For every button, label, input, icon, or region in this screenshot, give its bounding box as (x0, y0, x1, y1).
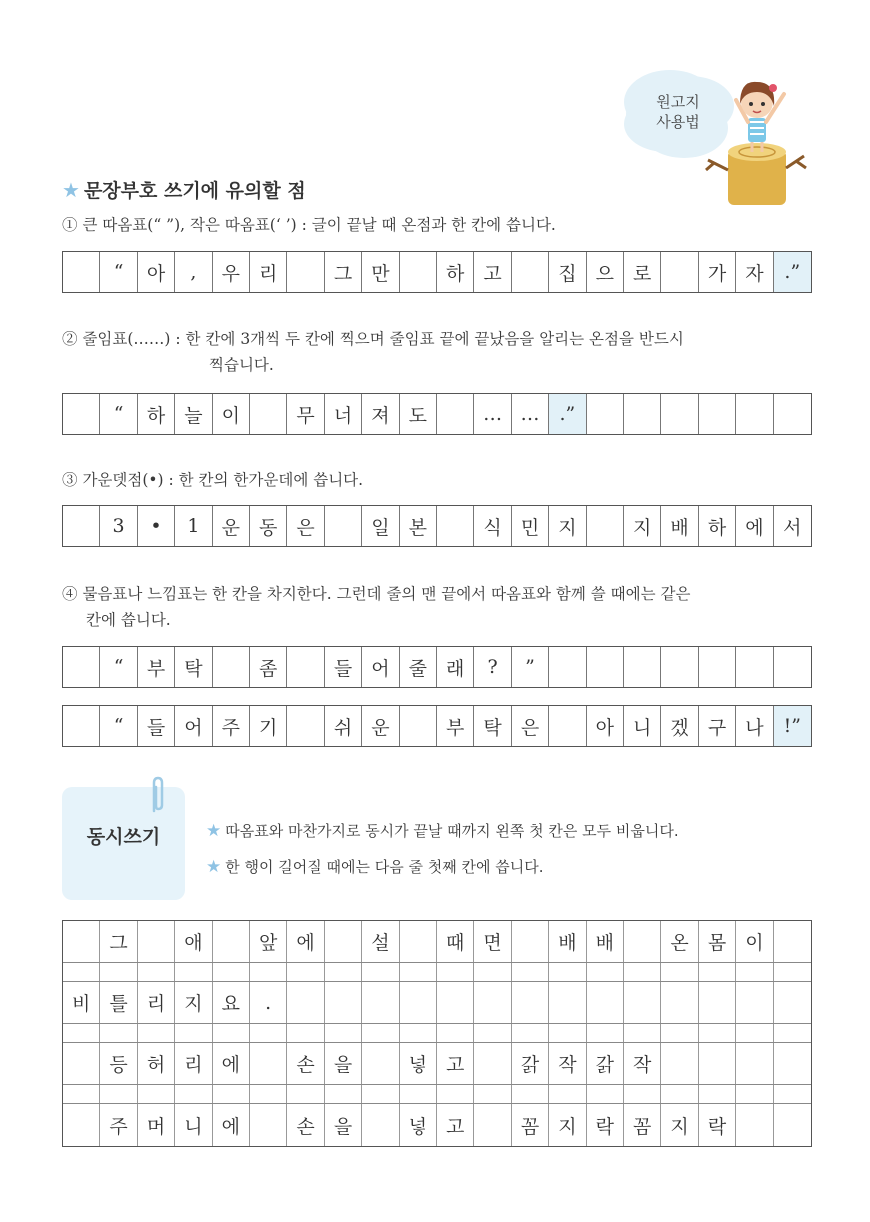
manuscript-grid-4 (62, 646, 812, 688)
grid-cell: 앞 (250, 921, 287, 962)
grid-cell: 본 (400, 506, 437, 546)
grid-cell (774, 1104, 811, 1146)
grid-cell (624, 394, 661, 434)
section-heading (62, 176, 306, 203)
section-heading-text: 문장부호 쓰기에 유의할 점 (83, 180, 306, 202)
grid-cell: 기 (250, 706, 287, 746)
grid-cell: 하 (437, 252, 474, 292)
grid-cell (287, 647, 324, 687)
grid-cell: 하 (138, 394, 175, 434)
grid-cell (287, 706, 324, 746)
grid-cell: 에 (736, 506, 773, 546)
grid-cell (624, 1024, 661, 1042)
grid-cell (624, 921, 661, 962)
grid-cell: 자 (736, 252, 773, 292)
grid-cell: 이 (213, 394, 250, 434)
grid-cell: 지 (624, 506, 661, 546)
grid-cell: 리 (138, 982, 175, 1023)
grid-cell: 틀 (100, 982, 137, 1023)
rule-4-continued: 칸에 씁니다. (86, 611, 171, 629)
grid-cell: . (250, 982, 287, 1023)
grid-cell (699, 1024, 736, 1042)
grid-cell (250, 394, 287, 434)
grid-cell (512, 252, 549, 292)
grid-cell (587, 1085, 624, 1103)
grid-cell (512, 1085, 549, 1103)
grid-cell: 어 (175, 706, 212, 746)
grid-cell (138, 1024, 175, 1042)
grid-cell (100, 1024, 137, 1042)
grid-cell: “ (100, 394, 137, 434)
grid-cell: 좀 (250, 647, 287, 687)
grid-cell: 등 (100, 1043, 137, 1084)
grid-cell: 너 (325, 394, 362, 434)
grid-cell (512, 963, 549, 981)
grid-cell: 배 (587, 921, 624, 962)
grid-cell: 에 (213, 1104, 250, 1146)
grid-cell (661, 982, 698, 1023)
poem-note-text: 한 행이 길어질 때에는 다음 줄 첫째 칸에 씁니다. (225, 858, 544, 876)
manuscript-grid-1 (62, 251, 812, 293)
grid-cell (736, 1024, 773, 1042)
poem-spacer-row (63, 1024, 811, 1043)
grid-cell (362, 1043, 399, 1084)
grid-cell: 작 (549, 1043, 586, 1084)
grid-cell (325, 506, 362, 546)
grid-cell: 허 (138, 1043, 175, 1084)
grid-cell: 리 (250, 252, 287, 292)
grid-cell: 배 (661, 506, 698, 546)
grid-cell: 꼼 (624, 1104, 661, 1146)
grid-cell (774, 963, 811, 981)
grid-cell (213, 647, 250, 687)
grid-cell: 손 (287, 1043, 324, 1084)
grid-cell: 부 (437, 706, 474, 746)
grid-cell (138, 921, 175, 962)
grid-cell (437, 506, 474, 546)
grid-cell (624, 982, 661, 1023)
grid-cell: 온 (661, 921, 698, 962)
grid-cell: 3 (100, 506, 137, 546)
grid-cell: … (474, 394, 511, 434)
rule-1 (62, 212, 556, 238)
rule-4 (62, 581, 822, 607)
grid-cell: 은 (287, 506, 324, 546)
grid-cell (250, 1085, 287, 1103)
grid-cell: , (175, 252, 212, 292)
grid-cell: 락 (699, 1104, 736, 1146)
grid-cell (774, 647, 811, 687)
grid-cell: 겠 (661, 706, 698, 746)
grid-cell (699, 982, 736, 1023)
rule-text: 줄임표(……) : 한 칸에 3개씩 두 칸에 찍으며 줄임표 끝에 끝났음을 알리는 온점을 반드시 (82, 330, 684, 348)
grid-cell: 머 (138, 1104, 175, 1146)
rule-text: 큰 따옴표(“ ”), 작은 따옴표(‘ ’) : 글이 끝날 때 온점과 한 칸에 씁니다. (82, 216, 556, 234)
grid-cell (699, 1085, 736, 1103)
rule-text: 물음표나 느낌표는 한 칸을 차지한다. 그런데 줄의 맨 끝에서 따옴표와 함께 쓸 때에는 같은 (82, 585, 691, 603)
poem-row (63, 1043, 811, 1085)
rule-2-continued: 찍습니다. (209, 356, 274, 374)
grid-cell: 탁 (175, 647, 212, 687)
grid-cell: 1 (175, 506, 212, 546)
poem-row (63, 982, 811, 1024)
grid-cell (774, 982, 811, 1023)
grid-cell: ” (512, 647, 549, 687)
grid-cell (63, 1024, 100, 1042)
poem-note-2 (206, 856, 543, 877)
grid-cell (287, 1085, 324, 1103)
grid-cell (287, 252, 324, 292)
rule-3 (62, 467, 363, 493)
poem-spacer-row (63, 963, 811, 982)
grid-cell (736, 1085, 773, 1103)
grid-cell: 아 (138, 252, 175, 292)
grid-cell: 넣 (400, 1104, 437, 1146)
grid-cell (549, 963, 586, 981)
grid-cell (661, 1085, 698, 1103)
grid-cell: “ (100, 706, 137, 746)
grid-cell (549, 706, 586, 746)
grid-cell (63, 506, 100, 546)
star-icon: ★ (206, 857, 222, 877)
grid-cell: 니 (624, 706, 661, 746)
grid-cell (474, 1024, 511, 1042)
grid-cell: 나 (736, 706, 773, 746)
grid-cell (512, 921, 549, 962)
grid-cell (213, 1024, 250, 1042)
grid-cell (699, 647, 736, 687)
grid-cell (138, 963, 175, 981)
grid-cell (325, 921, 362, 962)
grid-cell (175, 1085, 212, 1103)
grid-cell (774, 1085, 811, 1103)
grid-cell: 구 (699, 706, 736, 746)
grid-cell (362, 982, 399, 1023)
grid-cell: 배 (549, 921, 586, 962)
grid-cell (100, 1085, 137, 1103)
grid-cell: 동 (250, 506, 287, 546)
poem-label: 동시쓰기 (86, 826, 161, 848)
manuscript-grid-5 (62, 705, 812, 747)
grid-cell (587, 506, 624, 546)
grid-cell: … (512, 394, 549, 434)
grid-cell (512, 982, 549, 1023)
grid-cell: 때 (437, 921, 474, 962)
poem-note-text: 따옴표와 마찬가지로 동시가 끝날 때까지 왼쪽 첫 칸은 모두 비웁니다. (225, 822, 679, 840)
grid-cell (437, 1085, 474, 1103)
grid-cell: 손 (287, 1104, 324, 1146)
grid-cell: 운 (362, 706, 399, 746)
grid-cell: 꼼 (512, 1104, 549, 1146)
rule-number: ① (62, 216, 78, 234)
grid-cell: 지 (661, 1104, 698, 1146)
grid-cell (362, 1104, 399, 1146)
grid-cell: 고 (474, 252, 511, 292)
grid-cell (587, 1024, 624, 1042)
grid-cell: 우 (213, 252, 250, 292)
grid-cell: 갉 (512, 1043, 549, 1084)
star-icon: ★ (62, 178, 80, 202)
grid-cell (325, 982, 362, 1023)
poem-row (63, 921, 811, 963)
grid-cell (549, 1024, 586, 1042)
grid-cell (736, 963, 773, 981)
grid-cell (661, 1043, 698, 1084)
grid-cell: 부 (138, 647, 175, 687)
grid-cell: ? (474, 647, 511, 687)
grid-cell: • (138, 506, 175, 546)
grid-cell: 에 (287, 921, 324, 962)
grid-cell (661, 394, 698, 434)
poem-manuscript-grid (62, 920, 812, 1147)
grid-cell (512, 1024, 549, 1042)
grid-cell (287, 982, 324, 1023)
grid-cell (437, 963, 474, 981)
grid-cell: 몸 (699, 921, 736, 962)
rule-number: ④ (62, 585, 78, 603)
grid-cell: 어 (362, 647, 399, 687)
grid-cell (437, 982, 474, 1023)
grid-cell: 늘 (175, 394, 212, 434)
grid-cell (400, 963, 437, 981)
grid-cell: 주 (100, 1104, 137, 1146)
grid-cell (474, 1085, 511, 1103)
bubble-line-1: 원고지 (656, 93, 700, 111)
grid-cell: 은 (512, 706, 549, 746)
grid-cell: 리 (175, 1043, 212, 1084)
grid-cell (250, 963, 287, 981)
grid-cell (549, 647, 586, 687)
grid-cell (213, 921, 250, 962)
grid-cell: 비 (63, 982, 100, 1023)
grid-cell (63, 1104, 100, 1146)
grid-cell-highlight: .” (549, 394, 586, 434)
grid-cell (175, 963, 212, 981)
grid-cell (587, 647, 624, 687)
grid-cell: 민 (512, 506, 549, 546)
grid-cell (400, 252, 437, 292)
grid-cell (400, 1085, 437, 1103)
grid-cell: 그 (100, 921, 137, 962)
poem-note-1 (206, 820, 679, 841)
grid-cell: 쉬 (325, 706, 362, 746)
grid-cell: 지 (549, 1104, 586, 1146)
grid-cell: 요 (213, 982, 250, 1023)
grid-cell: 락 (587, 1104, 624, 1146)
grid-cell (100, 963, 137, 981)
grid-cell: 면 (474, 921, 511, 962)
grid-cell (736, 1043, 773, 1084)
grid-cell (63, 1085, 100, 1103)
grid-cell (549, 1085, 586, 1103)
grid-cell (699, 1043, 736, 1084)
grid-cell (587, 963, 624, 981)
grid-cell (474, 982, 511, 1023)
grid-cell: 작 (624, 1043, 661, 1084)
grid-cell: 줄 (400, 647, 437, 687)
grid-cell: 일 (362, 506, 399, 546)
grid-cell: “ (100, 252, 137, 292)
grid-cell (63, 252, 100, 292)
manuscript-grid-2 (62, 393, 812, 435)
grid-cell (325, 1085, 362, 1103)
grid-cell (400, 921, 437, 962)
grid-cell (362, 1024, 399, 1042)
grid-cell: 가 (699, 252, 736, 292)
paperclip-icon (146, 775, 170, 815)
grid-cell (774, 1043, 811, 1084)
grid-cell (437, 394, 474, 434)
grid-cell-highlight: .” (774, 252, 811, 292)
grid-cell (736, 982, 773, 1023)
grid-cell (250, 1043, 287, 1084)
grid-cell: 갉 (587, 1043, 624, 1084)
grid-cell: 고 (437, 1043, 474, 1084)
grid-cell (699, 963, 736, 981)
grid-cell (63, 647, 100, 687)
grid-cell: 하 (699, 506, 736, 546)
grid-cell (63, 963, 100, 981)
grid-cell: 고 (437, 1104, 474, 1146)
grid-cell: 집 (549, 252, 586, 292)
grid-cell: 들 (325, 647, 362, 687)
grid-cell (661, 252, 698, 292)
grid-cell (774, 921, 811, 962)
grid-cell: 애 (175, 921, 212, 962)
grid-cell: 지 (549, 506, 586, 546)
grid-cell: 주 (213, 706, 250, 746)
grid-cell (325, 1024, 362, 1042)
grid-cell (213, 963, 250, 981)
grid-cell (624, 963, 661, 981)
grid-cell: 들 (138, 706, 175, 746)
bubble-line-2: 사용법 (656, 113, 700, 131)
grid-cell (587, 982, 624, 1023)
grid-cell: 을 (325, 1043, 362, 1084)
grid-cell: 로 (624, 252, 661, 292)
grid-cell: 지 (175, 982, 212, 1023)
star-icon: ★ (206, 821, 222, 841)
girl-on-stump-illustration (700, 60, 810, 210)
grid-cell (250, 1024, 287, 1042)
rule-number: ② (62, 330, 78, 348)
grid-cell: 으 (587, 252, 624, 292)
grid-cell: 아 (587, 706, 624, 746)
grid-cell: 설 (362, 921, 399, 962)
grid-cell (63, 1043, 100, 1084)
grid-cell (474, 963, 511, 981)
grid-cell: 이 (736, 921, 773, 962)
grid-cell: 탁 (474, 706, 511, 746)
grid-cell (736, 394, 773, 434)
rule-2 (62, 326, 812, 352)
grid-cell (661, 1024, 698, 1042)
poem-row (63, 1104, 811, 1146)
grid-cell (474, 1043, 511, 1084)
grid-cell (624, 647, 661, 687)
grid-cell: 식 (474, 506, 511, 546)
grid-cell (63, 706, 100, 746)
grid-cell: 서 (783, 516, 802, 539)
grid-cell (362, 1085, 399, 1103)
grid-cell (250, 1104, 287, 1146)
grid-cell (624, 1085, 661, 1103)
grid-cell (400, 706, 437, 746)
grid-cell (325, 963, 362, 981)
grid-cell: 래 (437, 647, 474, 687)
manuscript-grid-3 (62, 505, 812, 547)
grid-cell-highlight: !” (774, 706, 811, 746)
grid-cell: 도 (400, 394, 437, 434)
grid-cell (362, 963, 399, 981)
grid-cell: 져 (362, 394, 399, 434)
grid-cell (474, 1104, 511, 1146)
grid-cell (736, 647, 773, 687)
grid-cell (661, 963, 698, 981)
grid-cell: 넣 (400, 1043, 437, 1084)
grid-cell (736, 1104, 773, 1146)
grid-cell (699, 394, 736, 434)
grid-cell (213, 1085, 250, 1103)
grid-cell: 그 (325, 252, 362, 292)
grid-cell (437, 1024, 474, 1042)
grid-cell (287, 1024, 324, 1042)
grid-cell: 운 (213, 506, 250, 546)
grid-cell (400, 1024, 437, 1042)
grid-cell (549, 982, 586, 1023)
grid-cell (287, 963, 324, 981)
grid-cell: “ (100, 647, 137, 687)
grid-cell (587, 394, 624, 434)
grid-cell (400, 982, 437, 1023)
grid-cell (63, 921, 100, 962)
grid-cell (661, 647, 698, 687)
grid-cell (774, 1024, 811, 1042)
grid-cell (138, 1085, 175, 1103)
poem-spacer-row (63, 1085, 811, 1104)
grid-cell (774, 394, 811, 434)
rule-number: ③ (62, 471, 78, 489)
grid-cell: 을 (325, 1104, 362, 1146)
grid-cell: 무 (287, 394, 324, 434)
rule-text: 가운뎃점(•) : 한 칸의 한가운데에 씁니다. (82, 471, 364, 489)
grid-cell (175, 1024, 212, 1042)
grid-cell: 니 (175, 1104, 212, 1146)
grid-cell: 만 (362, 252, 399, 292)
grid-cell: 에 (213, 1043, 250, 1084)
grid-cell (63, 394, 100, 434)
